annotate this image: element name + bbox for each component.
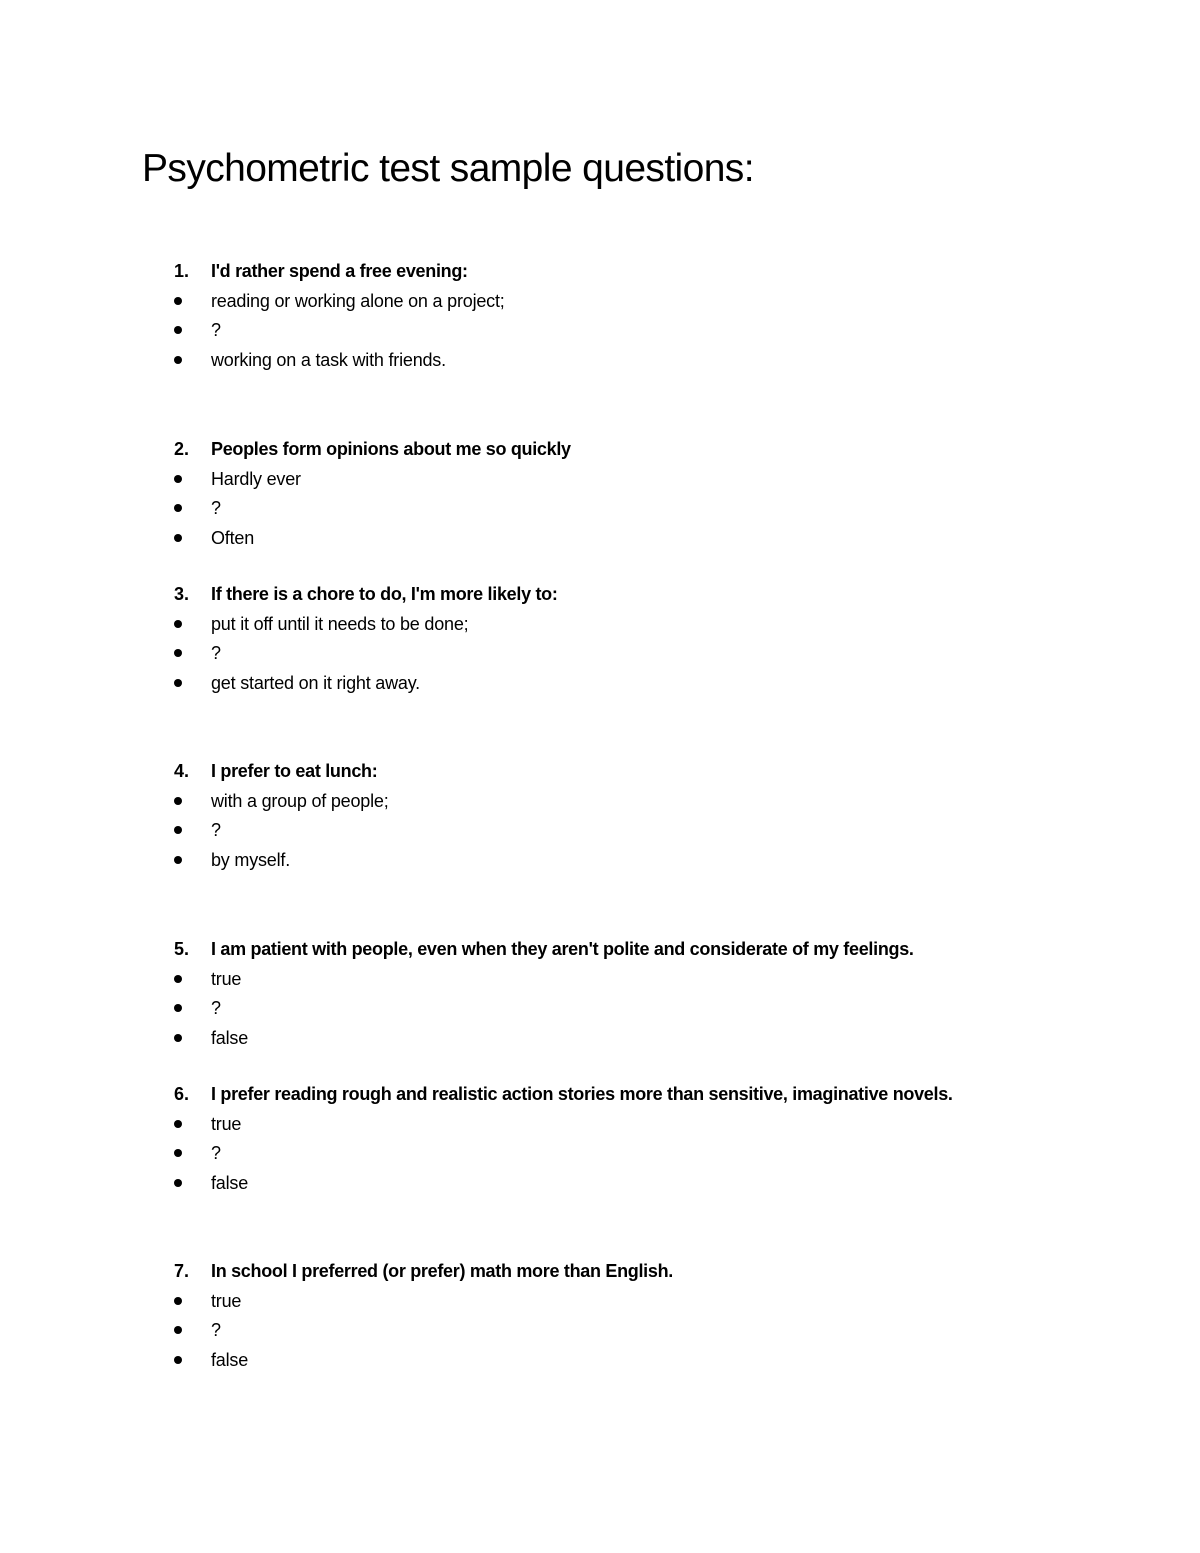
bullet-icon xyxy=(174,620,182,628)
answer-option: get started on it right away. xyxy=(211,672,420,693)
bullet-icon xyxy=(174,797,182,805)
question-text: I'd rather spend a free evening: xyxy=(211,261,468,281)
answer-option: ? xyxy=(211,643,221,663)
answer-option: reading or working alone on a project; xyxy=(211,290,505,311)
page-title: Psychometric test sample questions: xyxy=(142,147,754,190)
bullet-icon xyxy=(174,1297,182,1305)
question-number: 1. xyxy=(174,261,190,281)
answer-option: false xyxy=(211,1027,249,1048)
question-text: In school I preferred (or prefer) math more than English. xyxy=(211,1261,673,1281)
answer-option: ? xyxy=(211,320,221,340)
bullet-icon xyxy=(174,975,182,983)
bullet-icon xyxy=(174,1179,182,1187)
question-text: If there is a chore to do, I'm more likely to: xyxy=(211,584,558,604)
bullet-icon xyxy=(174,534,182,542)
answer-option: Hardly ever xyxy=(211,468,301,489)
bullet-icon xyxy=(174,297,182,305)
question-number: 5. xyxy=(174,939,190,959)
answer-option: true xyxy=(211,968,242,989)
question-number: 7. xyxy=(174,1261,190,1281)
bullet-icon xyxy=(174,826,182,834)
answer-option: with a group of people; xyxy=(211,790,389,811)
answer-option: false xyxy=(211,1349,249,1370)
answer-option: true xyxy=(211,1290,242,1311)
bullet-icon xyxy=(174,1034,182,1042)
bullet-icon xyxy=(174,356,182,364)
answer-option: ? xyxy=(211,1143,221,1163)
question-text: I prefer to eat lunch: xyxy=(211,761,378,781)
answer-option: by myself. xyxy=(211,849,291,870)
question-text: Peoples form opinions about me so quickly xyxy=(211,439,571,459)
answer-option: working on a task with friends. xyxy=(211,349,446,370)
question-number: 6. xyxy=(174,1084,190,1104)
bullet-icon xyxy=(174,1004,182,1012)
bullet-icon xyxy=(174,1326,182,1334)
bullet-icon xyxy=(174,326,182,334)
answer-option: ? xyxy=(211,498,221,518)
answer-option: ? xyxy=(211,820,221,840)
answer-option: true xyxy=(211,1113,242,1134)
answer-option: false xyxy=(211,1172,249,1193)
bullet-icon xyxy=(174,504,182,512)
question-text: I prefer reading rough and realistic action stories more than sensitive, imaginative novels. xyxy=(211,1084,953,1104)
answer-option: Often xyxy=(211,527,255,548)
question-number: 2. xyxy=(174,439,190,459)
bullet-icon xyxy=(174,1149,182,1157)
bullet-icon xyxy=(174,649,182,657)
answer-option: ? xyxy=(211,1320,221,1340)
question-number: 4. xyxy=(174,761,190,781)
bullet-icon xyxy=(174,679,182,687)
bullet-icon xyxy=(174,1120,182,1128)
answer-option: put it off until it needs to be done; xyxy=(211,613,469,634)
bullet-icon xyxy=(174,856,182,864)
question-number: 3. xyxy=(174,584,190,604)
bullet-icon xyxy=(174,1356,182,1364)
question-text: I am patient with people, even when they aren't polite and considerate of my feelings. xyxy=(211,939,914,959)
answer-option: ? xyxy=(211,998,221,1018)
bullet-icon xyxy=(174,475,182,483)
